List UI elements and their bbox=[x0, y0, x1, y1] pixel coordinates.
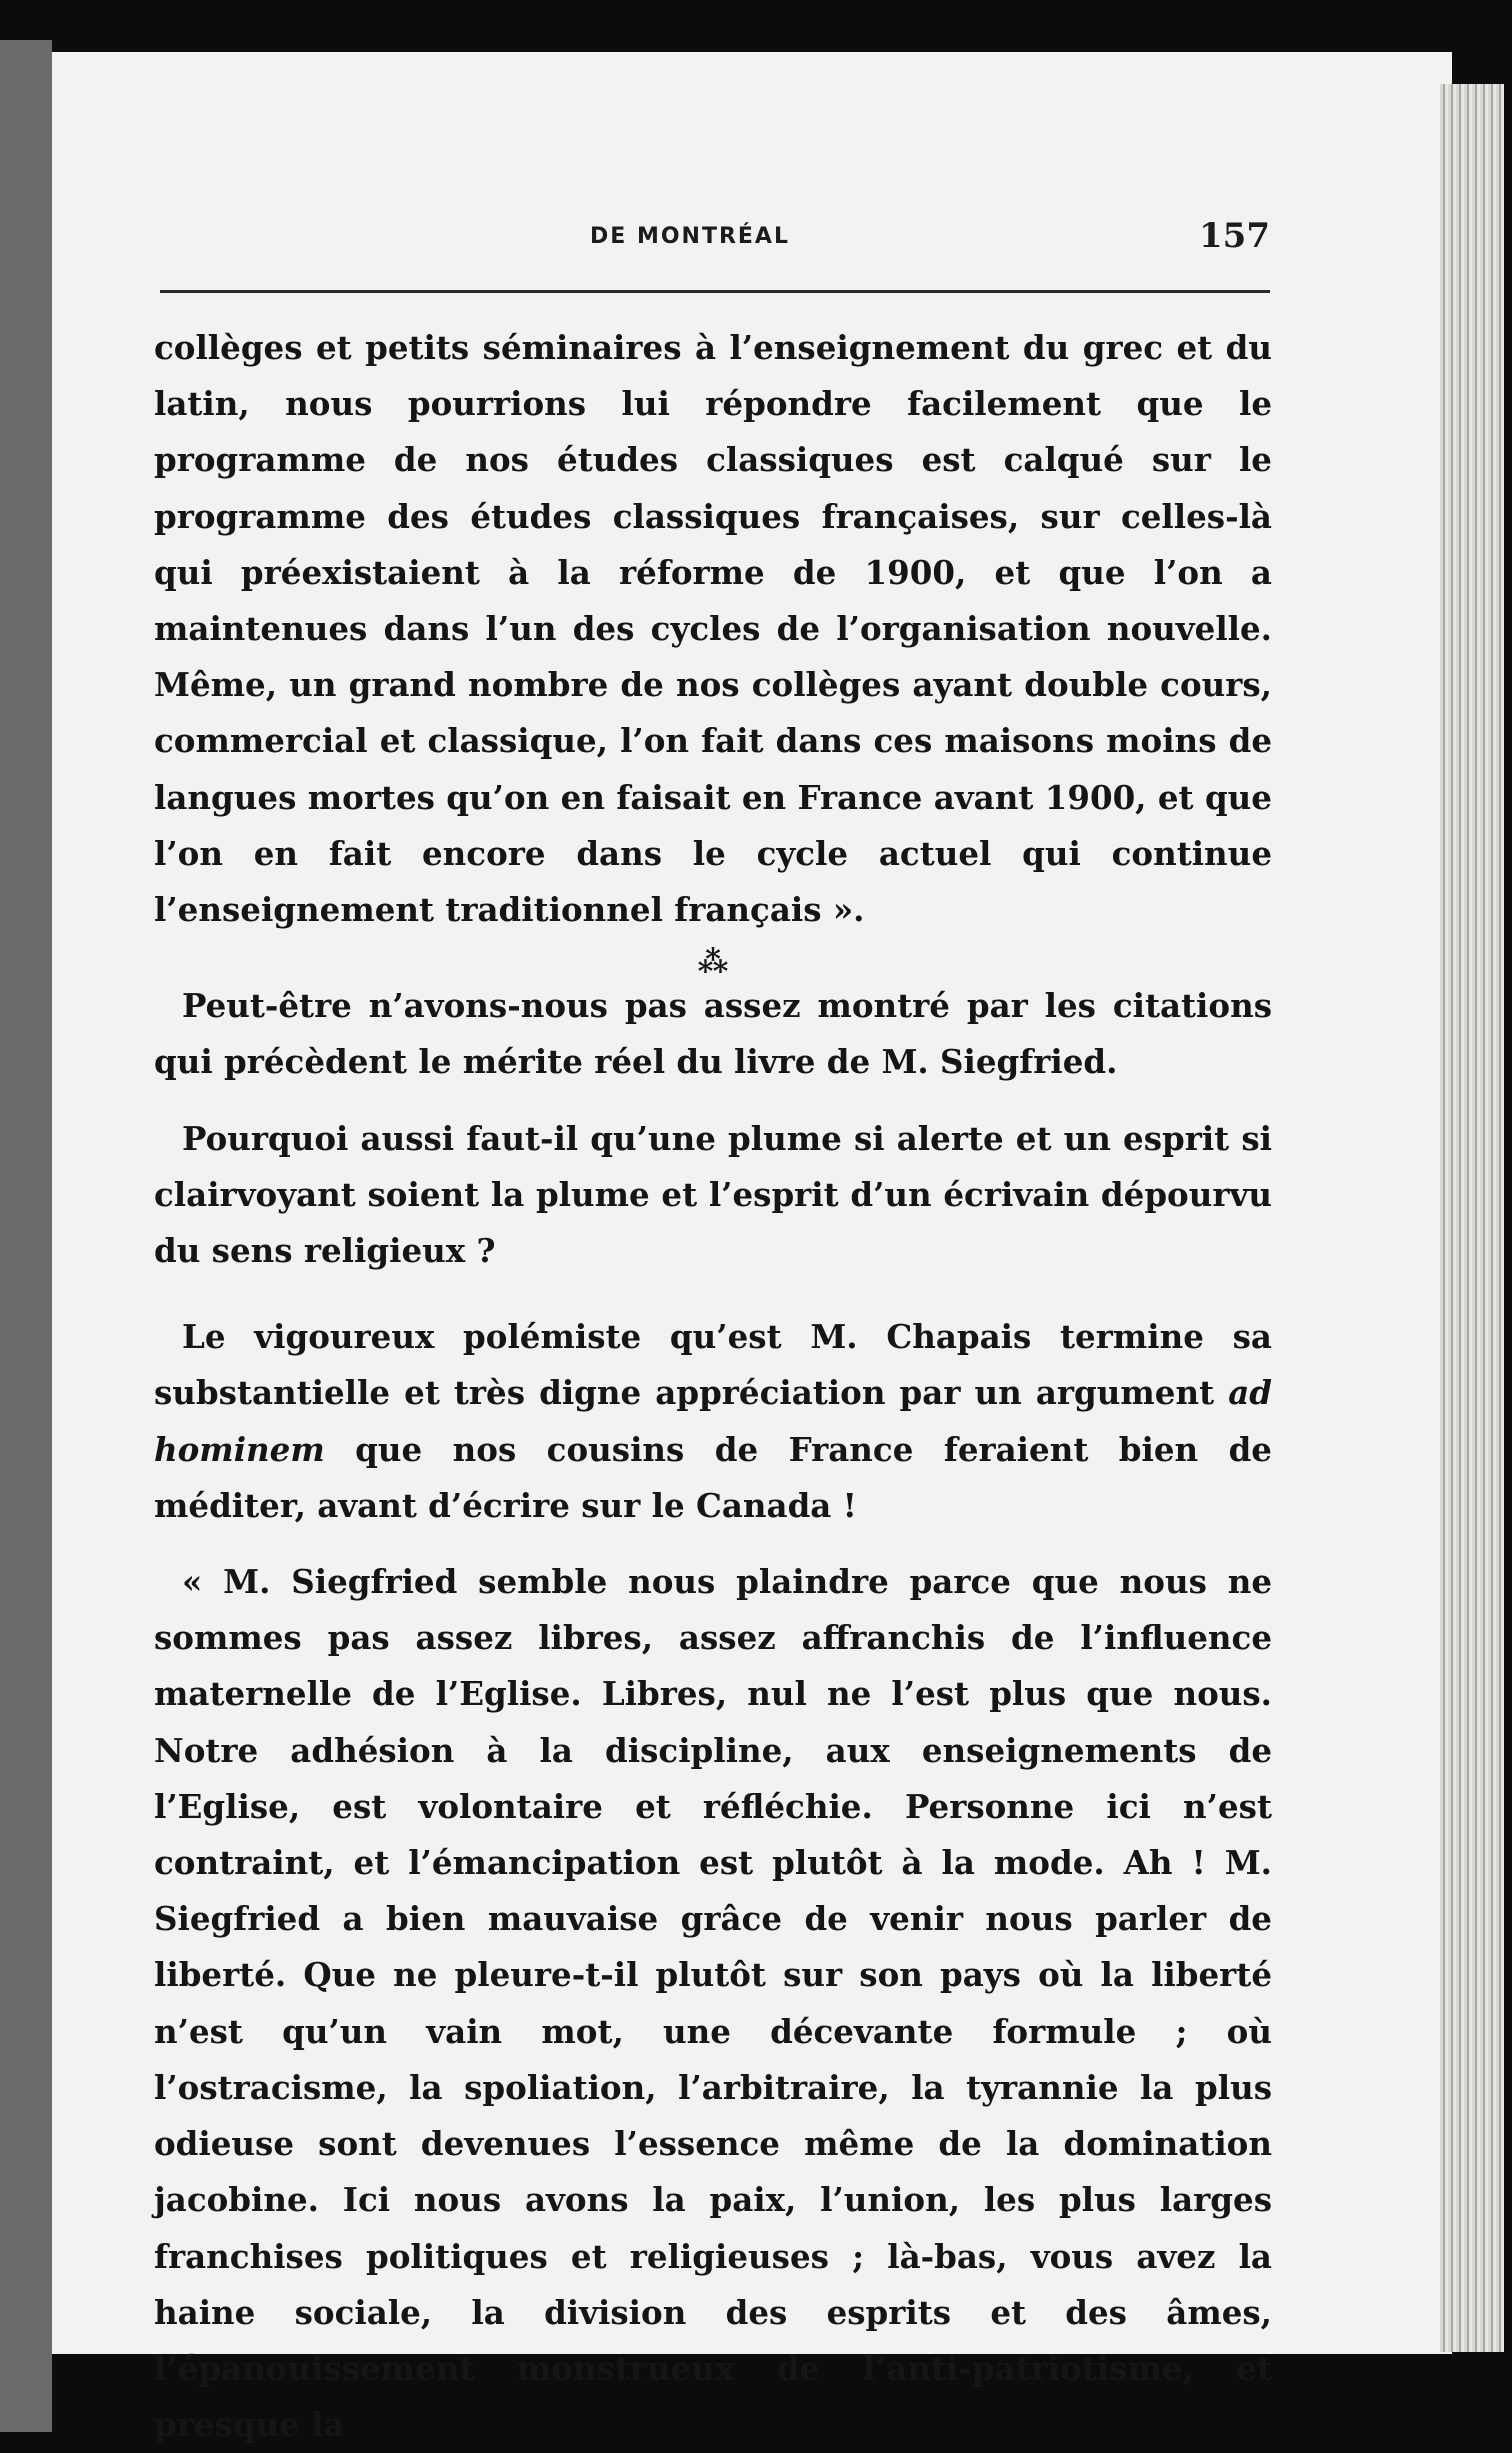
header-rule bbox=[160, 290, 1270, 293]
paragraph-3: Pourquoi aussi faut-il qu’une plume si alerte et un esprit si clairvoyant soient la plume et l’esprit d’un écrivain dépourvu du sens religieux ? bbox=[154, 1118, 1272, 1271]
paragraph-2: Peut-être n’avons-nous pas assez montré par les citations qui précèdent le mérite réel du livre de M. Siegfried. bbox=[154, 986, 1272, 1082]
page-body bbox=[154, 320, 1272, 2453]
paragraph-1: collèges et petits séminaires à l’enseignement du grec et du latin, nous pourrions lui répondre facilement que le programme de nos études classiques est calqué sur le programme des études classiques françaises, sur celles-là qui préexistaient à la réforme de 1900, et que l’on a maintenues dans l’un des cycles de l’organisation nouvelle. Même, un grand nombre de nos collèges ayant double cours, commercial et classique, l’on fait dans ces maisons moins de langues mortes qu’on en faisait en France avant 1900, et que l’on en fait encore dans le cycle actuel qui continue l’enseignement traditionnel français ». bbox=[154, 328, 1272, 930]
page-header bbox=[160, 212, 1270, 262]
paragraph-4-italic: ad hominem bbox=[154, 1373, 1272, 1469]
paragraph-4-text-a: Le vigoureux polémiste qu’est M. Chapais termine sa substantielle et très digne appréciation par un argument bbox=[154, 1317, 1272, 1413]
page-number: 157 bbox=[1199, 216, 1270, 256]
asterism-separator: ⁂ bbox=[697, 945, 729, 981]
paragraph-4-text-b: que nos cousins de France feraient bien de méditer, avant d’écrire sur le Canada ! bbox=[154, 1429, 1272, 1525]
page-stack-edge bbox=[1440, 84, 1504, 2352]
book-spine-edge bbox=[0, 40, 52, 2432]
paragraph-5: « M. Siegfried semble nous plaindre parce que nous ne sommes pas assez libres, assez affranchis de l’influence maternelle de l’Eglise. Libres, nul ne l’est plus que nous. Notre adhésion à la discipline, aux enseignements de l’Eglise, est volontaire et réfléchie. Personne ici n’est contraint, et l’émancipation est plutôt à la mode. Ah ! M. Siegfried a bien mauvaise grâce de venir nous parler de liberté. Que ne pleure-t-il plutôt sur son pays où la liberté n’est qu’un vain mot, une décevante formule ; où l’ostracisme, la spoliation, l’arbitraire, la tyrannie la plus odieuse sont devenues l’essence même de la domination jacobine. Ici nous avons la paix, l’union, les plus larges franchises politiques et religieuses ; là-bas, vous avez la haine sociale, la division des esprits et des âmes, l’épanouissement monstrueux de l’anti-patriotisme, et presque la bbox=[154, 1562, 1272, 2445]
paragraph-4 bbox=[154, 1309, 1272, 1534]
running-title: DE MONTRÉAL bbox=[590, 224, 790, 249]
